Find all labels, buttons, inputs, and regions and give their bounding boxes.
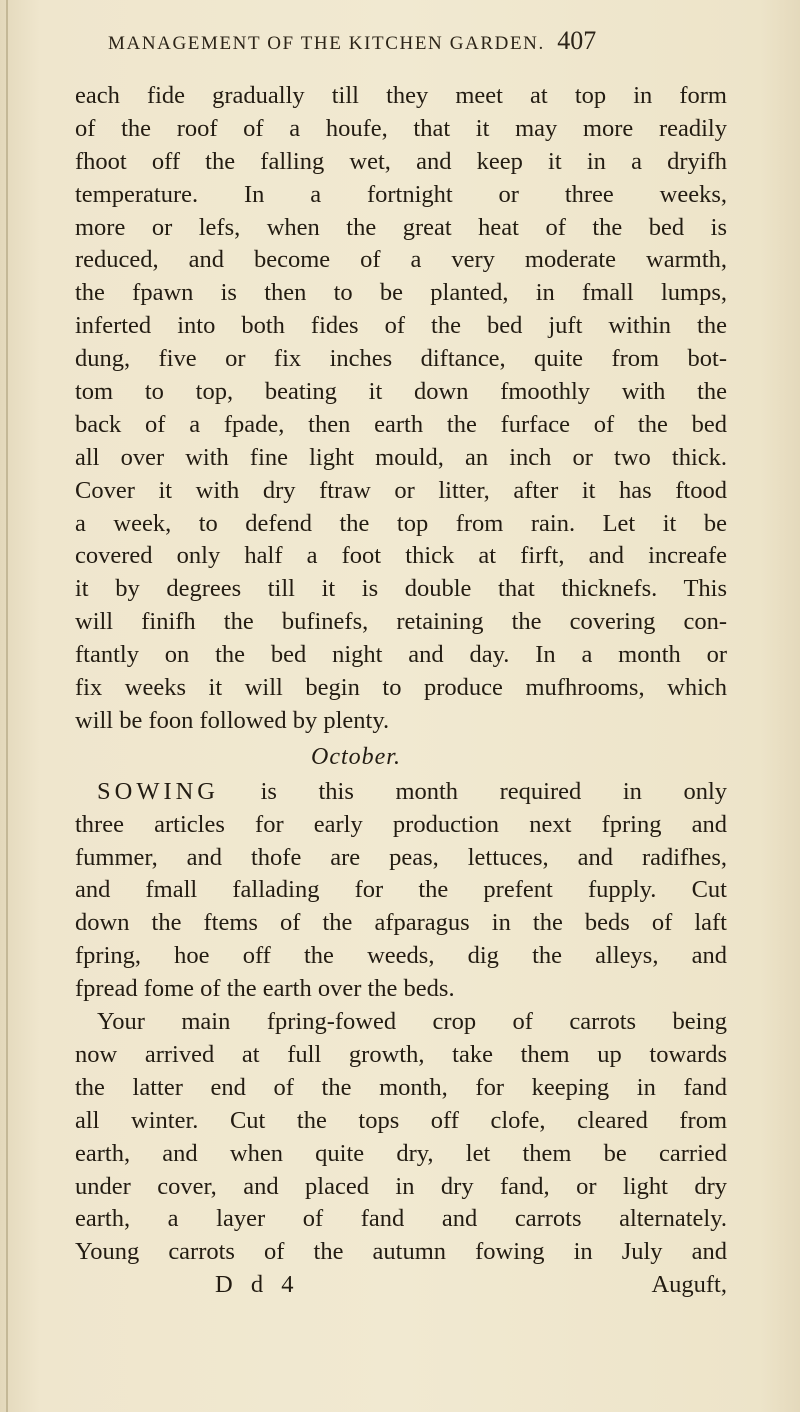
text-line: temperature. In a fortnight or three weeks, [75, 180, 727, 208]
page-footer [75, 1269, 727, 1302]
page-number: 407 [557, 26, 597, 55]
text-line: and fmall fallading for the prefent fupply. Cut [75, 876, 727, 904]
body-text [75, 80, 727, 1302]
lead-word: SOWING [97, 777, 219, 805]
text-line: fpread fome of the earth over the beds. [75, 975, 455, 1003]
text-line: fummer, and thofe are peas, lettuces, and radifhes, [75, 843, 727, 871]
running-title: MANAGEMENT OF THE KITCHEN GARDEN. [108, 33, 545, 54]
text-line: it by degrees till it is double that thicknefs. This [75, 575, 727, 603]
text-line: ftantly on the bed night and day. In a month or [75, 641, 727, 669]
text-line: fix weeks it will begin to produce mufhrooms, which [75, 674, 727, 702]
text-line: all winter. Cut the tops off clofe, cleared from [75, 1106, 727, 1134]
text-line: under cover, and placed in dry fand, or light dry [75, 1172, 727, 1200]
running-header [108, 26, 718, 56]
text-line: all over with fine light mould, an inch or two thick. [75, 443, 727, 471]
catchword: Auguft, [651, 1271, 727, 1299]
text-line: now arrived at full growth, take them up towards [75, 1040, 727, 1068]
page-gutter-edge [6, 0, 8, 1412]
text-line: will be foon followed by plenty. [75, 706, 390, 734]
text-line: will finifh the bufinefs, retaining the covering con- [75, 608, 727, 636]
text-line: earth, a layer of fand and carrots alternately. [75, 1205, 727, 1233]
text-line: of the roof of a houfe, that it may more readily [75, 114, 727, 142]
text-line: fpring, hoe off the weeds, dig the alleys, and [75, 942, 727, 970]
text-line: earth, and when quite dry, let them be carried [75, 1139, 727, 1167]
text-line: a week, to defend the top from rain. Let it be [75, 509, 727, 537]
text-line: Young carrots of the autumn fowing in July and [75, 1238, 727, 1266]
text-line: dung, five or fix inches diftance, quite from bot- [75, 345, 727, 373]
text-line: back of a fpade, then earth the furface of the bed [75, 410, 727, 438]
signature-mark: D d 4 [215, 1271, 300, 1299]
text-line: tom to top, beating it down fmoothly with the [75, 378, 727, 406]
text-line: three articles for early production next fpring and [75, 810, 727, 838]
text-line: the fpawn is then to be planted, in fmall lumps, [75, 279, 727, 307]
text-line: fhoot off the falling wet, and keep it in a dryifh [75, 147, 727, 175]
text-line: inferted into both fides of the bed juft within the [75, 312, 727, 340]
text-line: the latter end of the month, for keeping in fand [75, 1073, 727, 1101]
text-line: more or lefs, when the great heat of the bed is [75, 213, 727, 241]
text-line: reduced, and become of a very moderate warmth, [75, 246, 727, 274]
text-line [75, 776, 727, 809]
text-line: covered only half a foot thick at firft, and increafe [75, 542, 727, 570]
text-line: Cover it with dry ftraw or litter, after it has ftood [75, 476, 727, 504]
text-line: each fide gradually till they meet at top in form [75, 82, 727, 109]
section-heading: October. [311, 743, 401, 770]
text-line: Your main fpring-fowed crop of carrots being [97, 1008, 727, 1036]
text-line-rest: is this month required in only [219, 777, 727, 805]
text-line: down the ftems of the afparagus in the beds of laft [75, 909, 727, 937]
